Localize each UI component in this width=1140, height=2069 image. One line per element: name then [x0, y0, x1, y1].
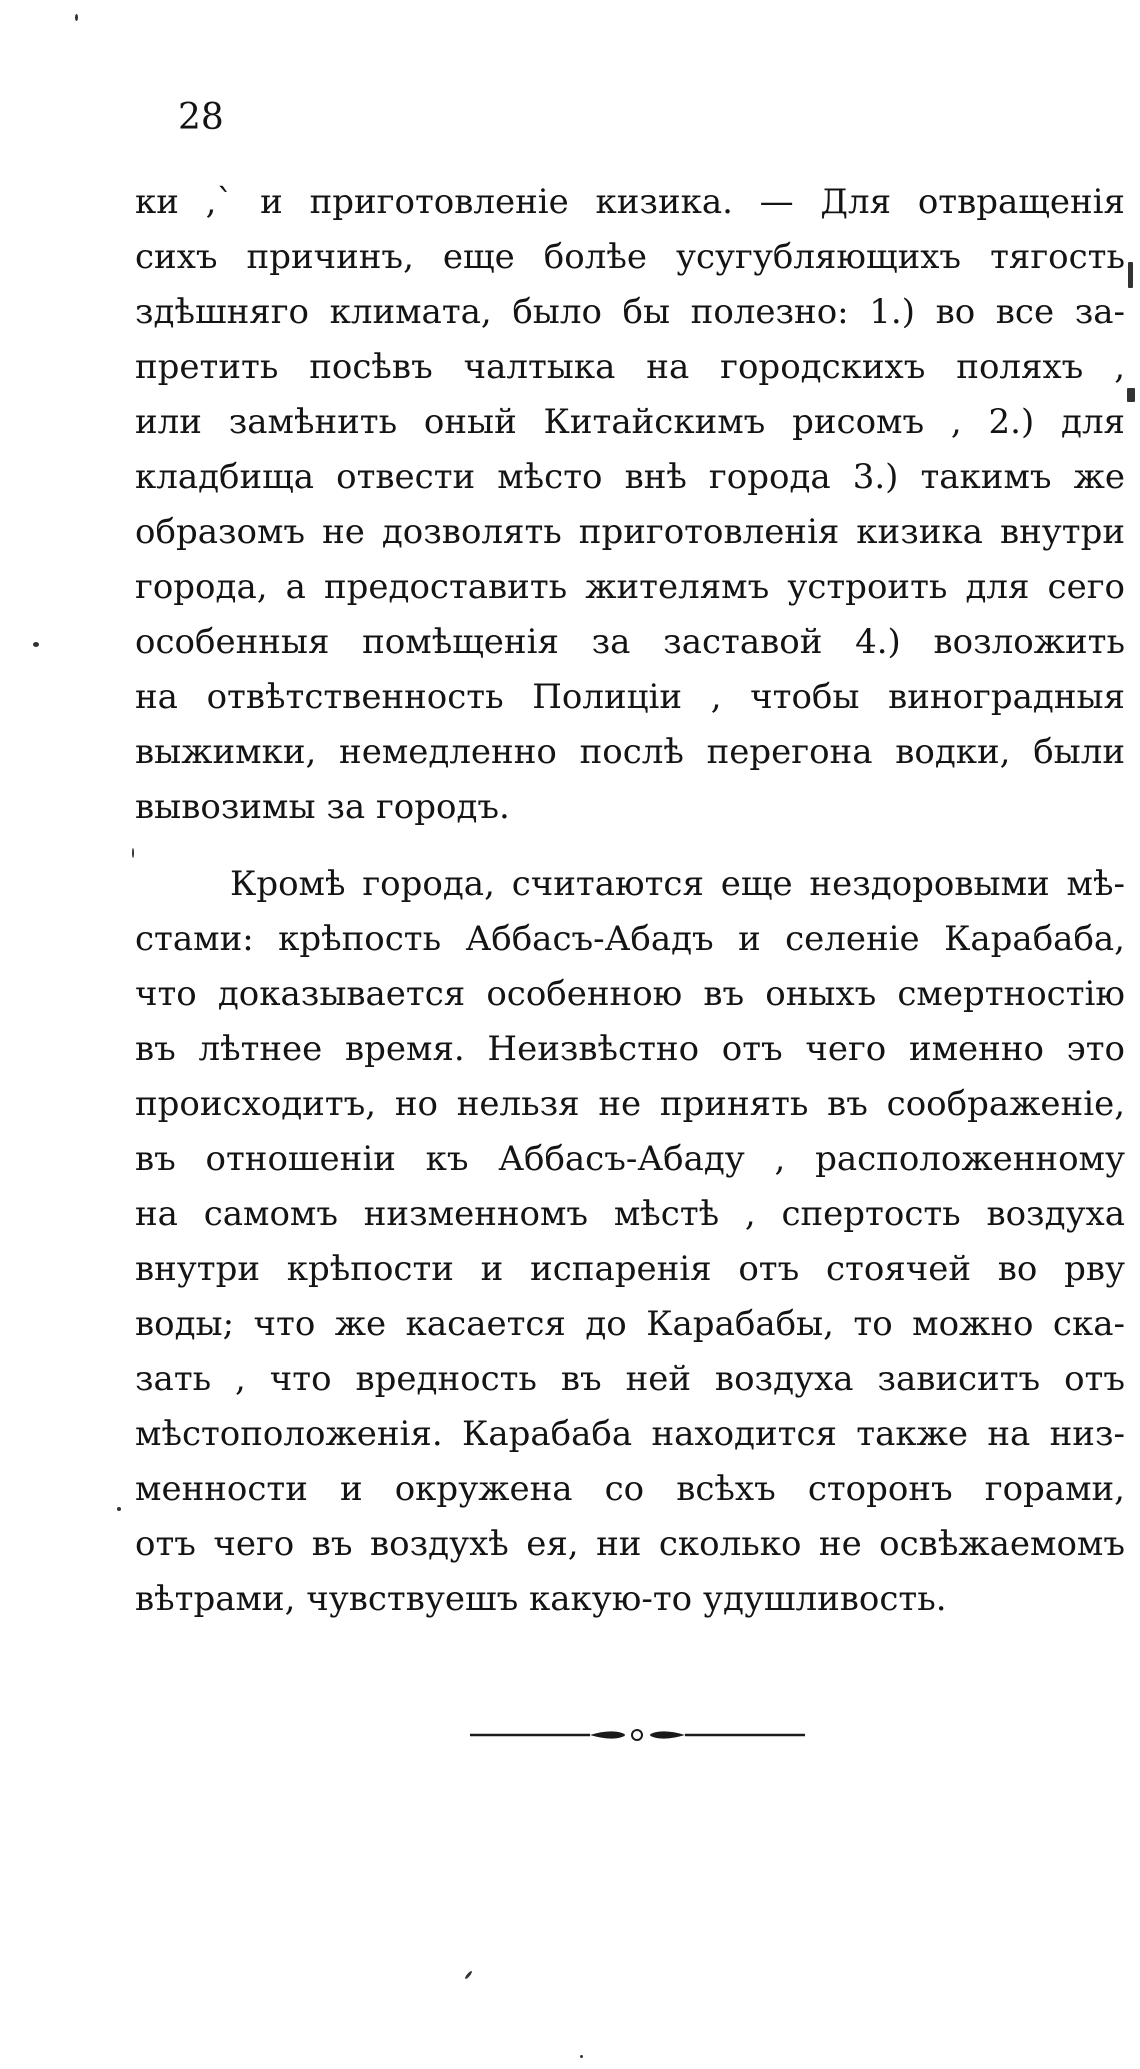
text-line: зать , что вредность въ ней воздуха зависитъ отъ [135, 1359, 1125, 1399]
ink-speck [132, 848, 134, 858]
text-line: выжимки, немедленно послѣ перегона водки, были [135, 732, 1125, 772]
text-line: на самомъ низменномъ мѣстѣ , спертость воздуха [135, 1194, 1125, 1234]
ink-speck [75, 14, 78, 21]
ink-speck [33, 642, 39, 647]
text-line: особенныя помѣщенія за заставой 4.) возложить [135, 622, 1125, 662]
text-line: здѣшняго климата, было бы полезно: 1.) во все за- [135, 292, 1125, 332]
text-line: въ отношеніи къ Аббасъ-Абаду , расположенному [135, 1139, 1125, 1179]
text-line: претить посѣвъ чалтыка на городскихъ поляхъ , [135, 347, 1125, 387]
text-line: воды; что же касается до Карабабы, то можно ска- [135, 1304, 1125, 1344]
text-line: происходитъ, но нельзя не принять въ соображеніе, [135, 1084, 1125, 1124]
ink-speck [464, 1970, 473, 1980]
text-line: кладбища отвести мѣсто внѣ города 3.) такимъ же [135, 457, 1125, 497]
page-number: 28 [178, 97, 224, 138]
text-line: на отвѣтственность Полиціи , чтобы виноградныя [135, 677, 1125, 717]
text-line: менности и окружена со всѣхъ сторонъ горами, [135, 1469, 1125, 1509]
text-line: сихъ причинъ, еще болѣе усугубляющихъ тягость [135, 237, 1125, 277]
ornamental-divider [470, 1723, 805, 1747]
text-line: города, а предоставить жителямъ устроить для сего [135, 567, 1125, 607]
ink-speck [580, 2055, 583, 2058]
text-line: образомъ не дозволять приготовленія кизика внутри [135, 512, 1125, 552]
ink-speck [117, 1507, 121, 1511]
text-line: стами: крѣпость Аббасъ-Абадъ и селеніе Карабаба, [135, 919, 1125, 959]
paragraph-2 [135, 857, 1125, 1627]
paragraph-1 [135, 175, 1125, 835]
text-line: Кромѣ города, считаются еще нездоровыми мѣ- [230, 864, 1125, 904]
text-line: отъ чего въ воздухѣ ея, ни сколько не освѣжаемомъ [135, 1524, 1125, 1564]
text-line: мѣстоположенія. Карабаба находится также на низ- [135, 1414, 1125, 1454]
ink-speck [1127, 388, 1135, 402]
text-line: вывозимы за городъ. [135, 787, 510, 827]
text-line: или замѣнить оный Китайскимъ рисомъ , 2.) для [135, 402, 1125, 442]
text-line: ки ,` и приготовленіе кизика. — Для отвращенія [135, 182, 1125, 222]
text-line: внутри крѣпости и испаренія отъ стоячей во рву [135, 1249, 1125, 1289]
text-line: вѣтрами, чувствуешъ какую-то удушливость. [135, 1579, 947, 1619]
text-line: въ лѣтнее время. Неизвѣстно отъ чего именно это [135, 1029, 1125, 1069]
text-line: что доказывается особенною въ оныхъ смертностію [135, 974, 1125, 1014]
ink-speck [1128, 262, 1133, 288]
